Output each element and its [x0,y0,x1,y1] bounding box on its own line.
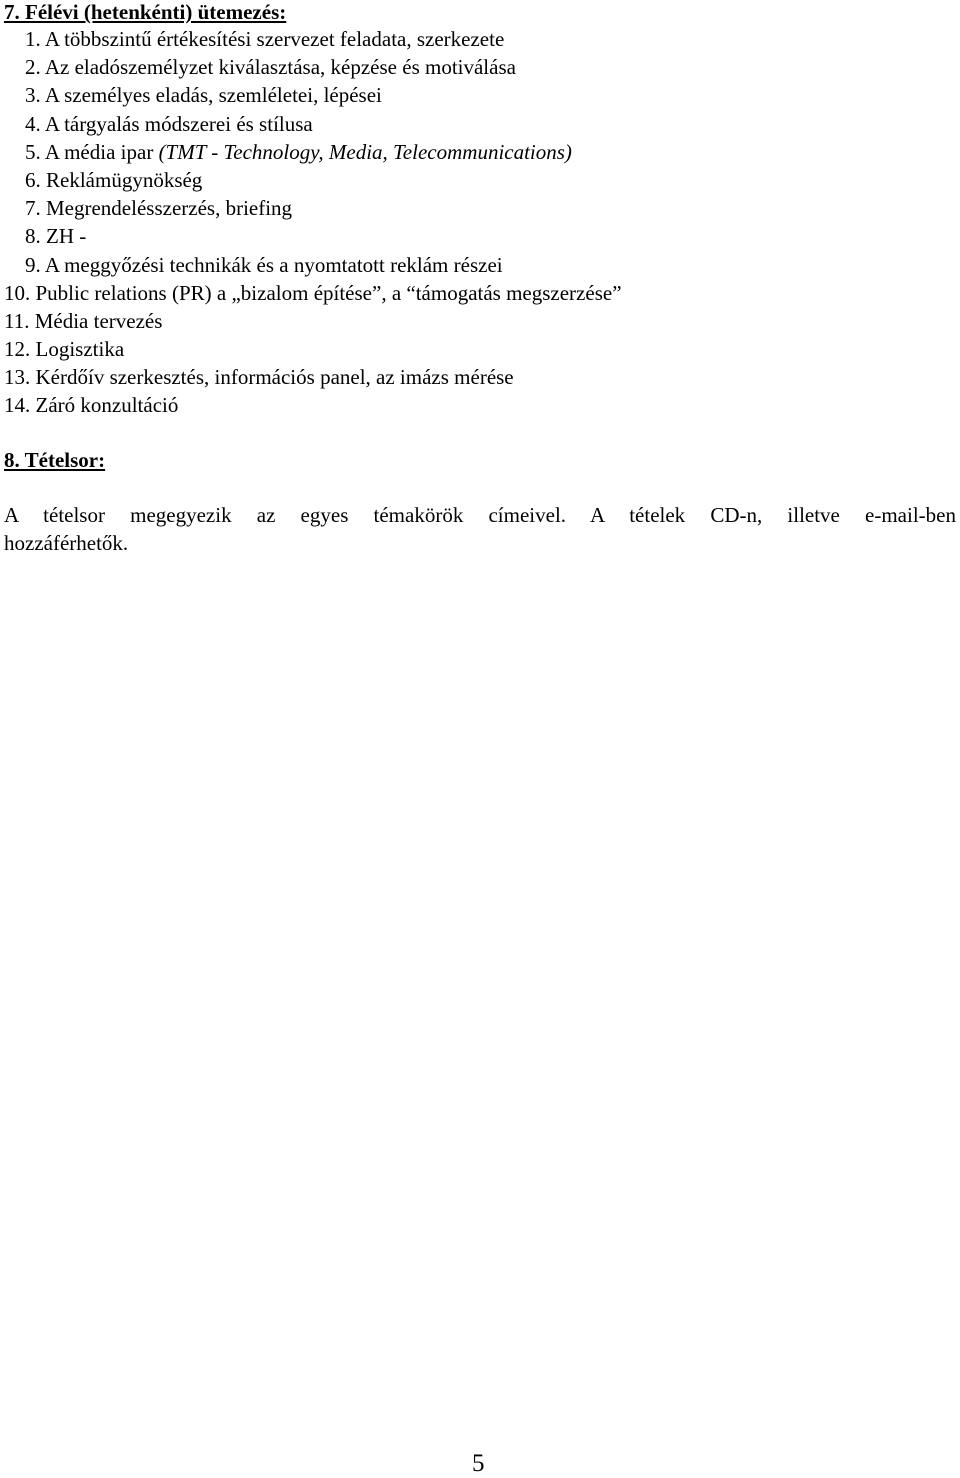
item-italic-text: (TMT - Technology, Media, Telecommunications) [158,139,572,164]
item-text: Az eladószemélyzet kiválasztása, képzése és motiválása [44,55,516,80]
schedule-heading: 7. Félévi (hetenkénti) ütemezés: [4,0,287,24]
item-text: A meggyőzési technikák és a nyomtatott reklám részei [44,252,503,277]
item-number: 6. [25,167,41,192]
list-item [25,222,622,250]
item-number: 4. [25,111,41,136]
item-text: Logisztika [35,337,125,362]
item-number: 3. [25,83,41,108]
list-item [25,81,622,109]
item-text: A tárgyalás módszerei és stílusa [44,111,313,136]
item-number: 7. [25,196,41,221]
list-item [25,138,622,166]
item-text: Megrendelésszerzés, briefing [46,196,293,221]
item-text: Kérdőív szerkesztés, információs panel, az imázs mérése [35,365,514,390]
item-text: Média tervezés [34,308,163,333]
item-text: Reklámügynökség [46,167,203,192]
item-text: A személyes eladás, szemléletei, lépései [44,83,382,108]
item-number: 11. [4,308,30,333]
exam-paragraph [4,501,956,557]
list-item [25,251,622,279]
list-item [4,307,622,335]
item-text: A többszintű értékesítési szervezet feladata, szerkezete [44,27,505,51]
list-item [4,279,622,307]
schedule-list [4,25,622,420]
item-number: 8. [25,224,41,249]
item-number: 13. [4,365,31,390]
item-text: ZH - [46,224,87,249]
item-number: 1. [25,27,41,51]
item-number: 2. [25,55,41,80]
paragraph-line: hozzáférhetők. [4,531,129,555]
list-item [4,363,622,391]
paragraph-line: A tételsor megegyezik az egyes témakörök címeivel. A tételek CD-n, illetve e-mail-ben [4,503,956,527]
item-number: 9. [25,252,41,277]
item-number: 14. [4,393,31,418]
list-item [25,53,622,81]
list-item [25,166,622,194]
exam-heading: 8. Tételsor: [4,448,106,472]
list-item [25,194,622,222]
page-number: 5 [472,1450,485,1477]
item-text: A média ipar [44,139,154,164]
list-item [25,110,622,138]
list-item [4,335,622,363]
item-number: 5. [25,139,41,164]
list-item [4,391,622,419]
list-item [25,25,622,53]
item-number: 12. [4,337,31,362]
item-text: Public relations (PR) a „bizalom építése”, a “támogatás megszerzése” [35,280,622,305]
item-number: 10. [4,280,31,305]
item-text: Záró konzultáció [35,393,179,418]
